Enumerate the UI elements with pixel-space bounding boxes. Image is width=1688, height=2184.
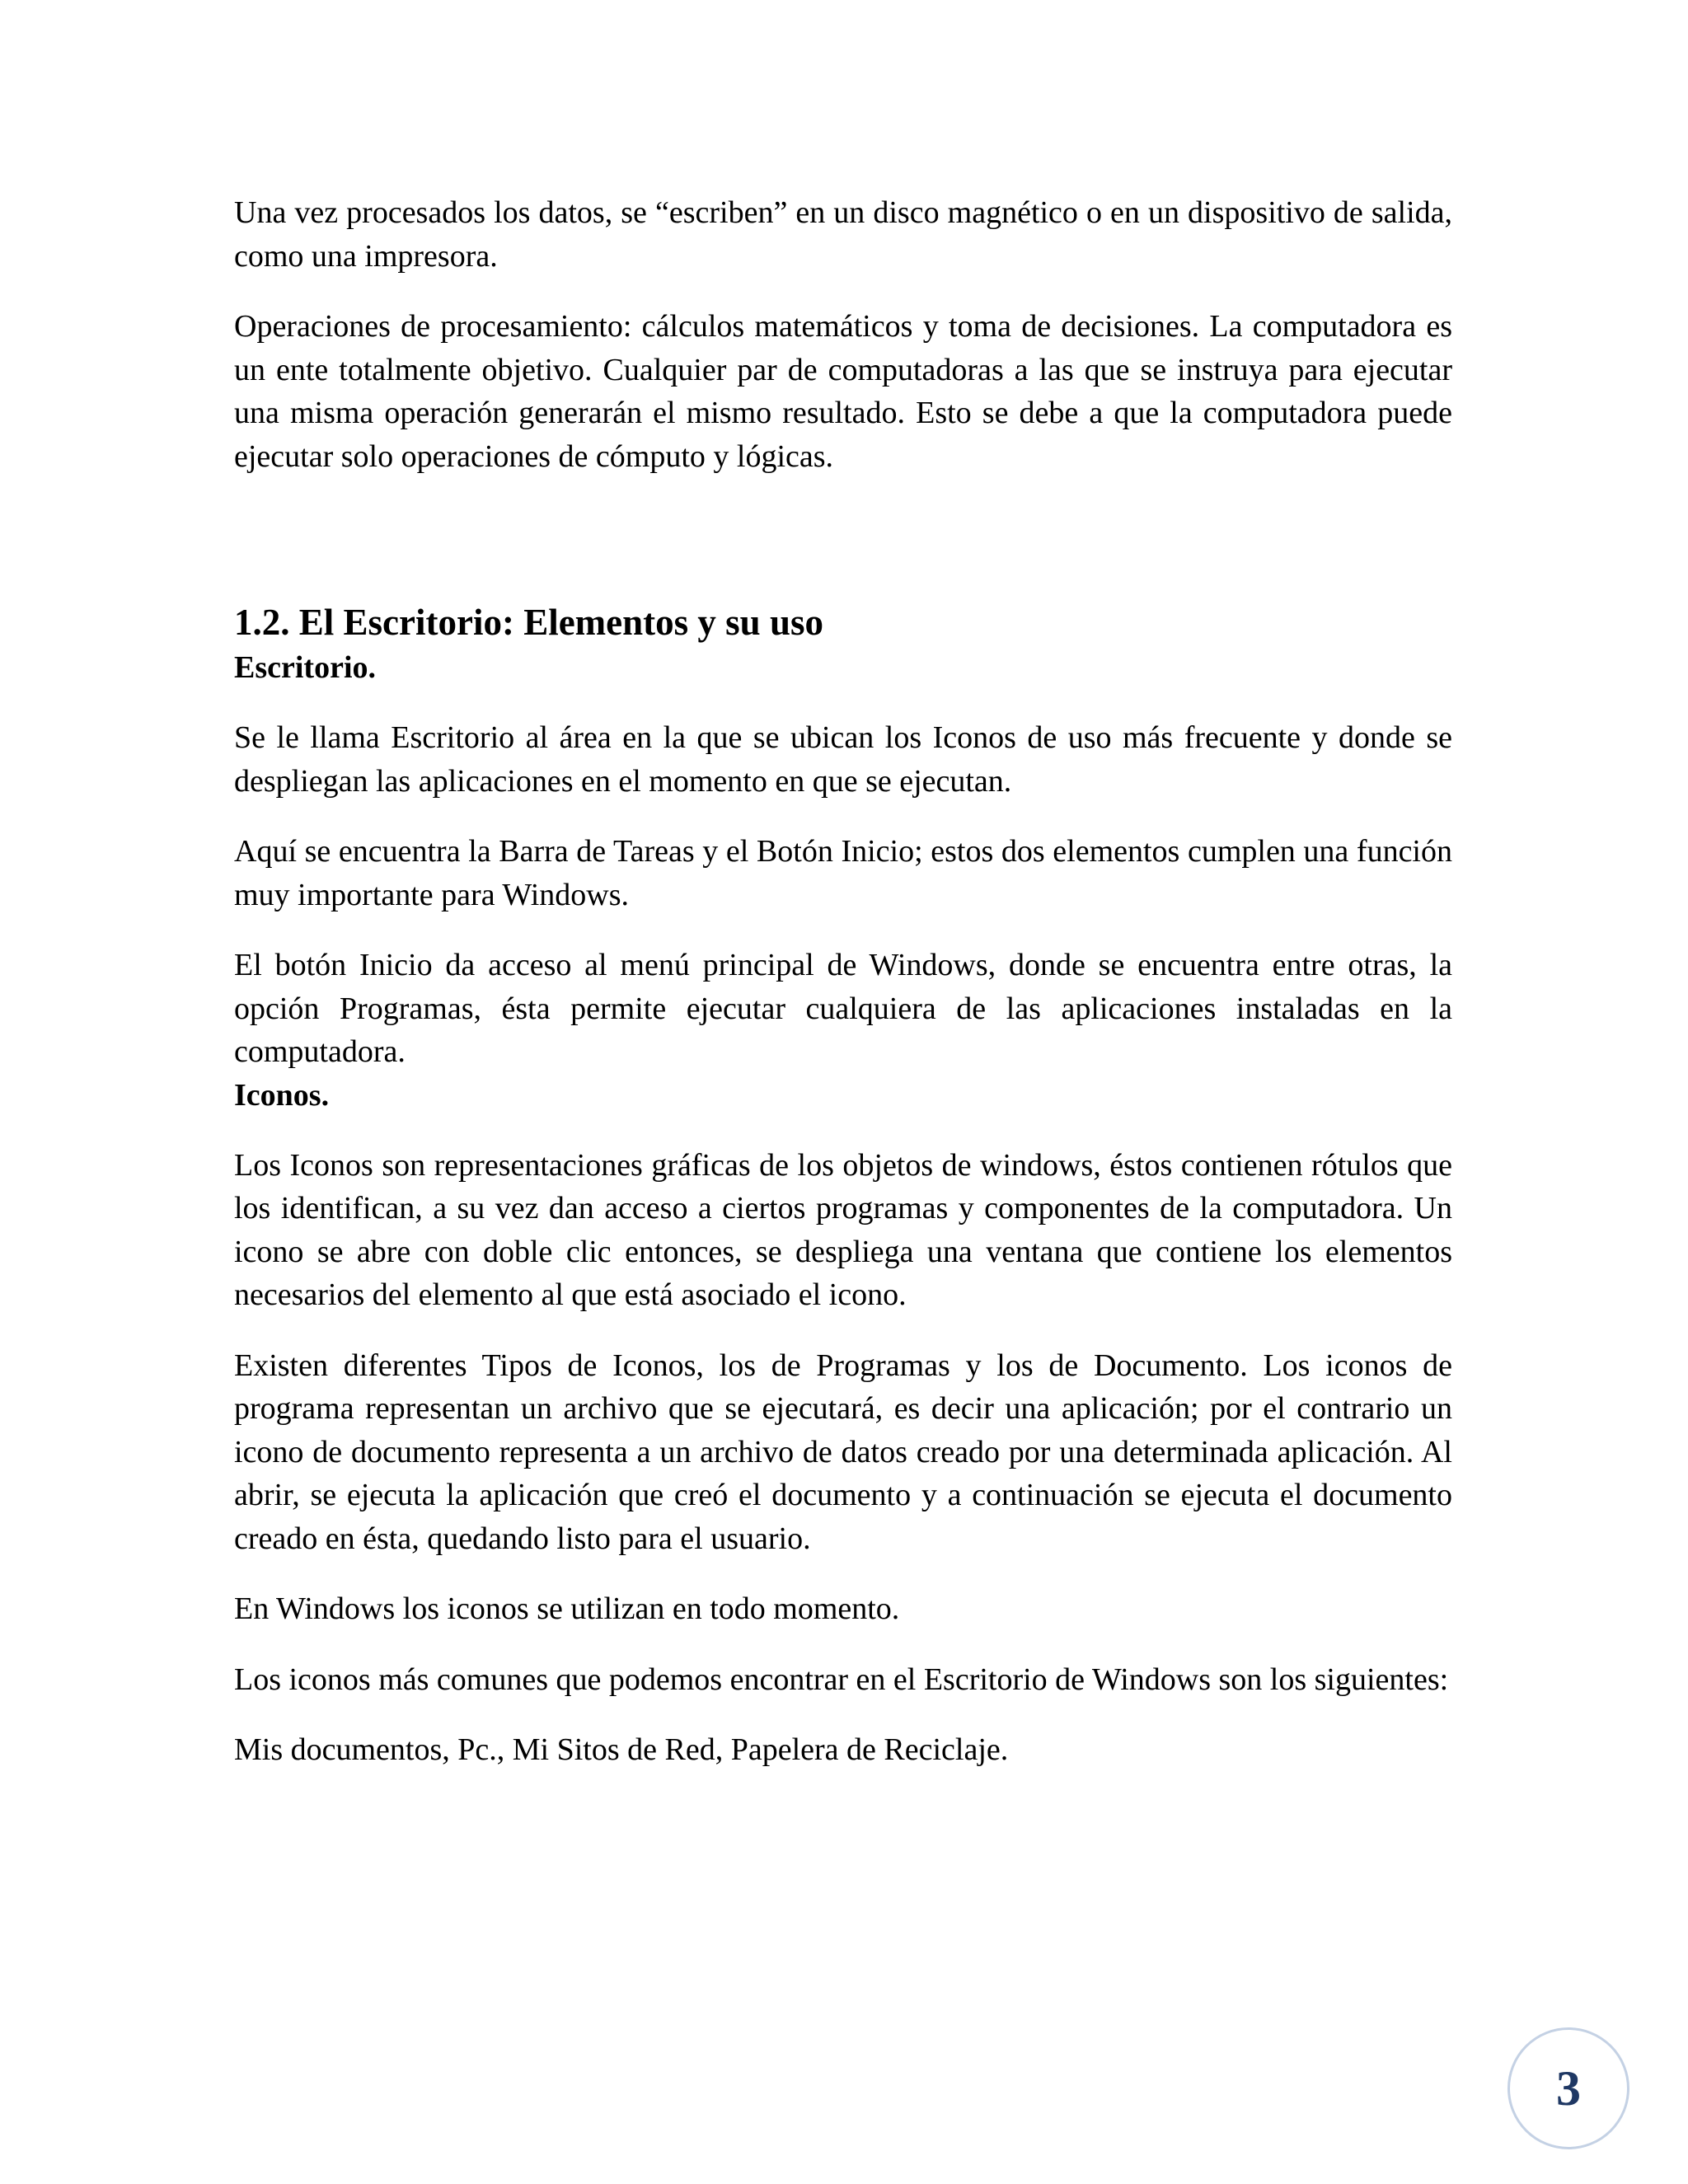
- subheading-escritorio: Escritorio.: [234, 650, 377, 685]
- paragraph-iconos-definition: Los Iconos son representaciones gráficas de los objetos de windows, éstos contienen rótulos que los identifican, a su vez dan acceso a ciertos programas y componentes de la computadora. Un icono se abre con doble clic entonces, se despliega una ventana que contiene los elementos necesarios del elemento al que está asociado el icono.: [234, 1147, 1452, 1312]
- paragraph-processed-data: Una vez procesados los datos, se “escriben” en un disco magnético o en un dispositivo de salida, como una impresora.: [234, 195, 1452, 274]
- paragraph-boton-inicio: El botón Inicio da acceso al menú principal de Windows, donde se encuentra entre otras, la opción Programas, ésta permite ejecutar cualquiera de las aplicaciones instaladas en la computadora.: [234, 948, 1452, 1069]
- paragraph-escritorio-definition: Se le llama Escritorio al área en la que se ubican los Iconos de uso más frecuente y donde se despliegan las aplicaciones en el momento en que se ejecutan.: [234, 720, 1452, 799]
- paragraph-lista-iconos: Mis documentos, Pc., Mi Sitos de Red, Papelera de Reciclaje.: [234, 1732, 1009, 1767]
- paragraph-iconos-comunes: Los iconos más comunes que podemos encontrar en el Escritorio de Windows son los siguientes:: [234, 1661, 1449, 1697]
- paragraph-processing-operations: Operaciones de procesamiento: cálculos matemáticos y toma de decisiones. La computadora es un ente totalmente objetivo. Cualquier par de computadoras a las que se instruya para ejecutar una misma operación generarán el mismo resultado. Esto se debe a que la computadora puede ejecutar solo operaciones de cómputo y lógicas.: [234, 309, 1452, 474]
- paragraph-barra-tareas: Aquí se encuentra la Barra de Tareas y el Botón Inicio; estos dos elementos cumplen una función muy importante para Windows.: [234, 834, 1452, 912]
- subheading-iconos: Iconos.: [234, 1077, 330, 1113]
- section-heading: 1.2. El Escritorio: Elementos y su uso: [234, 602, 823, 643]
- page-number-badge: 3: [1507, 2027, 1629, 2149]
- page-body: [234, 191, 1452, 1772]
- paragraph-tipos-iconos: Existen diferentes Tipos de Iconos, los de Programas y los de Documento. Los iconos de programa representan un archivo que se ejecutará, es decir una aplicación; por el contrario un icono de documento representa a un archivo de datos creado por una determinada aplicación. Al abrir, se ejecuta la aplicación que creó el documento y a continuación se ejecuta el documento creado en ésta, quedando listo para el usuario.: [234, 1347, 1452, 1556]
- paragraph-iconos-windows: En Windows los iconos se utilizan en todo momento.: [234, 1591, 900, 1626]
